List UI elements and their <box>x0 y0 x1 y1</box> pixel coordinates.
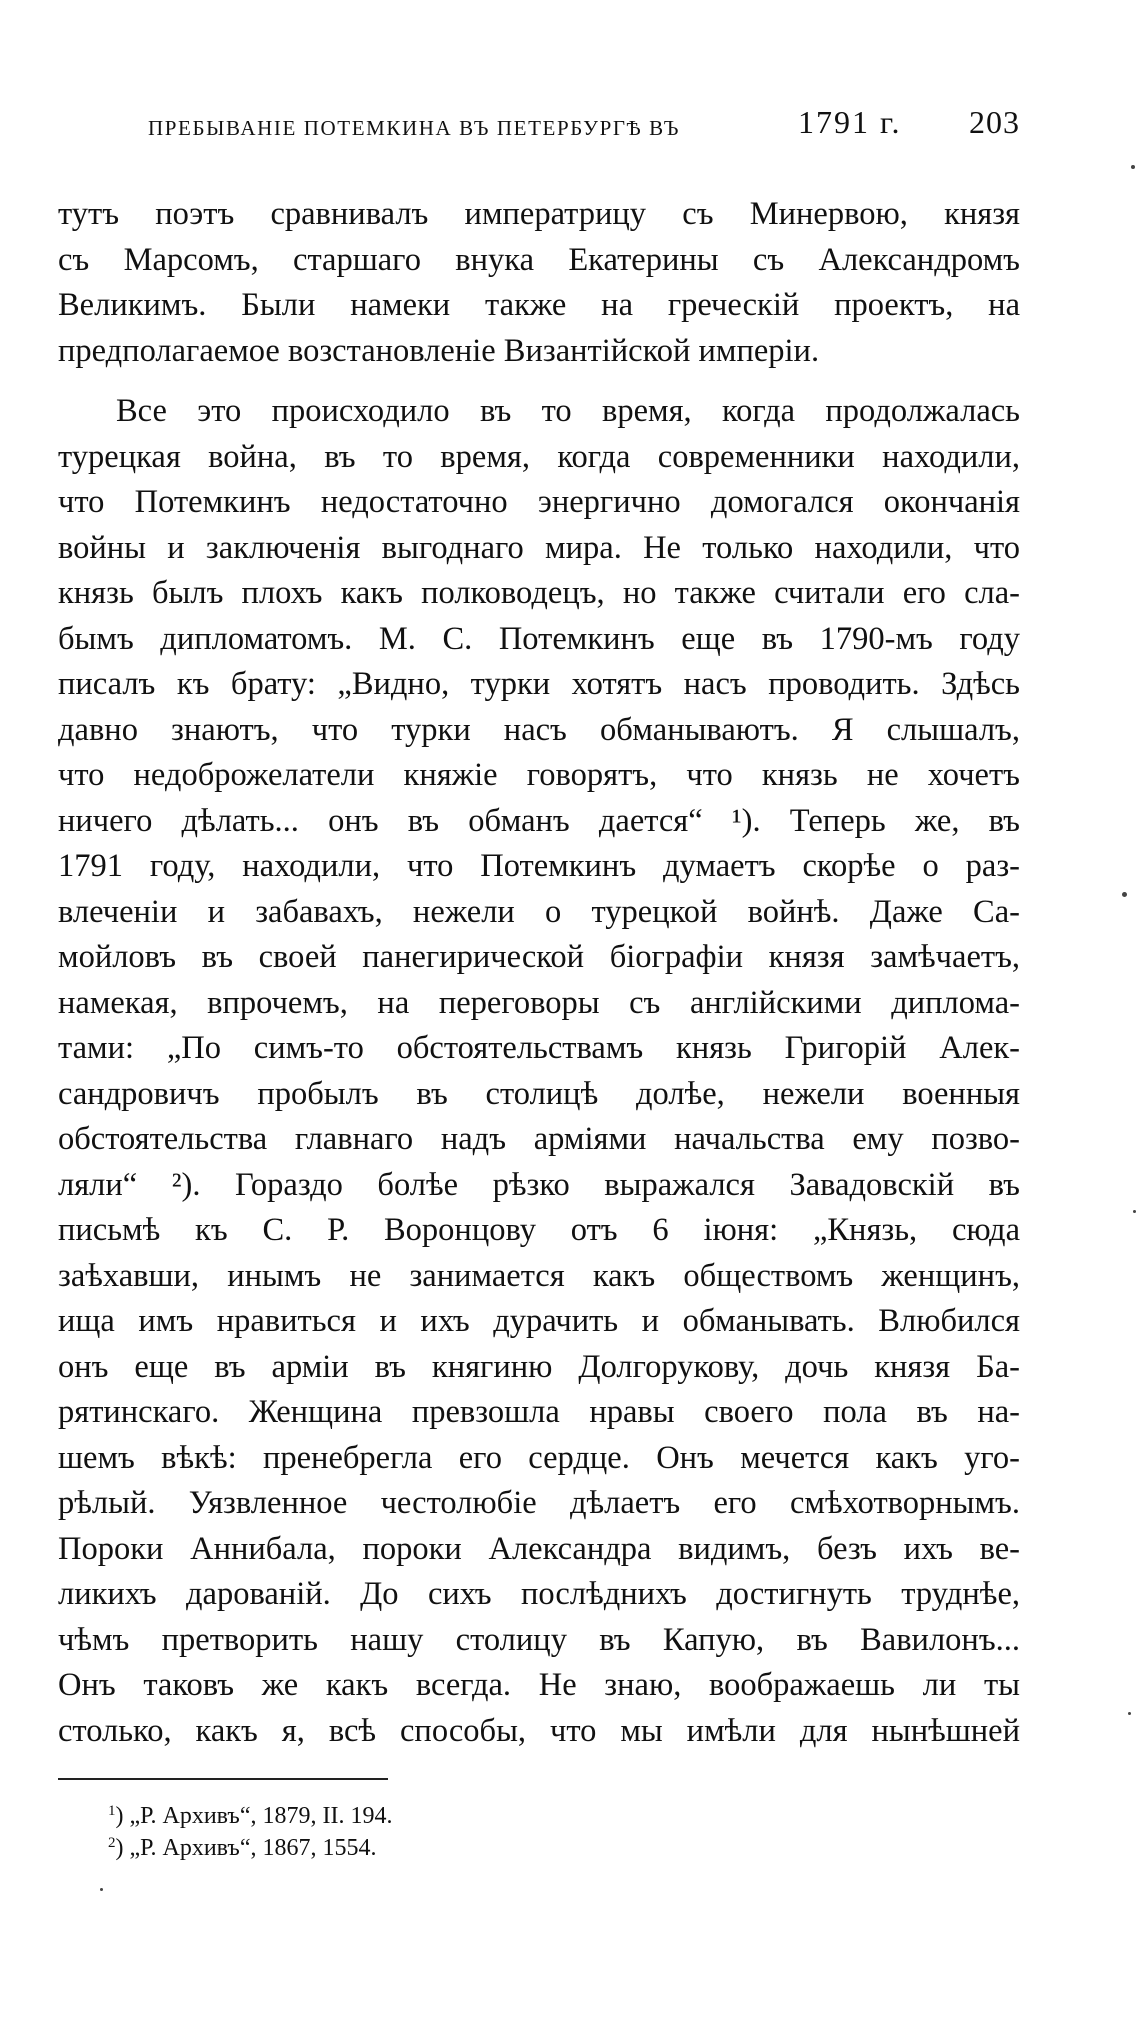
footnote <box>108 1795 708 1827</box>
page-number: 203 <box>969 104 1020 140</box>
paper-speck <box>1131 165 1135 169</box>
paragraph-first-line: Все это происходило въ то время, когда продолжалась <box>116 393 1020 429</box>
text-line: давно знаютъ, что турки насъ обманываютъ. Я слышалъ, <box>58 711 1020 748</box>
text-line: обстоятельства главнаго надъ арміями начальства ему позво- <box>58 1121 1020 1157</box>
footnote-text: ) „Р. Архивъ“, 1867, 1554. <box>115 1835 377 1861</box>
text-line: намекая, впрочемъ, на переговоры съ англійскими диплома- <box>58 984 1020 1021</box>
text-line: ликихъ дарованій. До сихъ послѣднихъ достигнуть труднѣе, <box>58 1576 1020 1612</box>
text-line: сандровичъ пробылъ въ столицѣ долѣе, нежели военныя <box>58 1075 1020 1112</box>
running-year: 1791 г. <box>798 104 902 140</box>
text-line: Пороки Аннибала, пороки Александра видимъ, безъ ихъ ве- <box>58 1530 1020 1567</box>
text-line: что Потемкинъ недостаточно энергично домогался окончанія <box>58 484 1020 520</box>
text-line: онъ еще въ арміи въ княгиню Долгорукову, дочь князя Ба- <box>58 1348 1020 1385</box>
text-line: что недоброжелатели княжіе говорятъ, что князь не хочетъ <box>58 757 1020 793</box>
paper-speck <box>1128 1712 1131 1715</box>
footnote-divider <box>58 1778 388 1780</box>
text-line: Великимъ. Были намеки также на греческій проектъ, на <box>58 287 1020 323</box>
text-line: рятинскаго. Женщина превзошла нравы своего пола въ на- <box>58 1394 1020 1430</box>
text-line: письмѣ къ С. Р. Воронцову отъ 6 іюня: „Князь, сюда <box>58 1212 1020 1248</box>
text-line: бымъ дипломатомъ. М. С. Потемкинъ еще въ 1790-мъ году <box>58 620 1020 657</box>
paper-speck <box>1133 1210 1136 1213</box>
paper-speck <box>100 1888 103 1891</box>
text-line: ляли“ ²). Гораздо болѣе рѣзко выражался Завадовскій въ <box>58 1166 1020 1203</box>
footnotes <box>108 1795 708 1859</box>
text-line: съ Марсомъ, старшаго внука Екатерины съ Александромъ <box>58 241 1020 278</box>
text-line: шемъ вѣкѣ: пренебрегла его сердце. Онъ мечется какъ уго- <box>58 1439 1020 1476</box>
text-line: предполагаемое возстановленіе Византійской имперіи. <box>58 332 820 369</box>
footnote-mark: 2 <box>108 1835 116 1851</box>
text-line: ничего дѣлать... онъ въ обманъ дается“ ¹). Теперь же, въ <box>58 802 1020 839</box>
footnote-mark: 1 <box>108 1803 116 1819</box>
paper-speck <box>1122 892 1127 897</box>
running-head <box>148 100 1020 144</box>
text-line: турецкая война, въ то время, когда современники находили, <box>58 438 1020 475</box>
footnote-text: ) „Р. Архивъ“, 1879, II. 194. <box>115 1803 393 1829</box>
text-line: мойловъ въ своей панегирической біографіи князя замѣчаетъ, <box>58 939 1020 975</box>
text-line: тутъ поэтъ сравнивалъ императрицу съ Минервою, князя <box>58 196 1020 232</box>
text-line: писалъ къ брату: „Видно, турки хотятъ насъ проводить. Здѣсь <box>58 666 1020 702</box>
text-line: столько, какъ я, всѣ способы, что мы имѣли для нынѣшней <box>58 1712 1020 1749</box>
text-line: войны и заключенія выгоднаго мира. Не только находили, что <box>58 529 1020 566</box>
text-line: влеченіи и забавахъ, нежели о турецкой войнѣ. Даже Са- <box>58 893 1020 930</box>
text-line: князь былъ плохъ какъ полководецъ, но также считали его сла- <box>58 575 1020 611</box>
text-line: Онъ таковъ же какъ всегда. Не знаю, воображаешь ли ты <box>58 1667 1020 1703</box>
text-line: 1791 году, находили, что Потемкинъ думаетъ скорѣе о раз- <box>58 848 1020 884</box>
footnote <box>108 1827 708 1859</box>
text-line: чѣмъ претворить нашу столицу въ Капую, въ Вавилонъ... <box>58 1621 1020 1658</box>
text-line: тами: „По симъ-то обстоятельствамъ князь Григорій Алек- <box>58 1030 1020 1066</box>
text-line: заѣхавши, инымъ не занимается какъ обществомъ женщинъ, <box>58 1257 1020 1294</box>
text-line: ища имъ нравиться и ихъ дурачить и обманывать. Влюбился <box>58 1303 1020 1339</box>
running-title: ПРЕБЫВАНІЕ ПОТЕМКИНА ВЪ ПЕТЕРБУРГѢ ВЪ <box>148 116 681 140</box>
text-line: рѣлый. Уязвленное честолюбіе дѣлаетъ его смѣхотворнымъ. <box>58 1485 1020 1521</box>
body-text <box>58 192 1020 1754</box>
